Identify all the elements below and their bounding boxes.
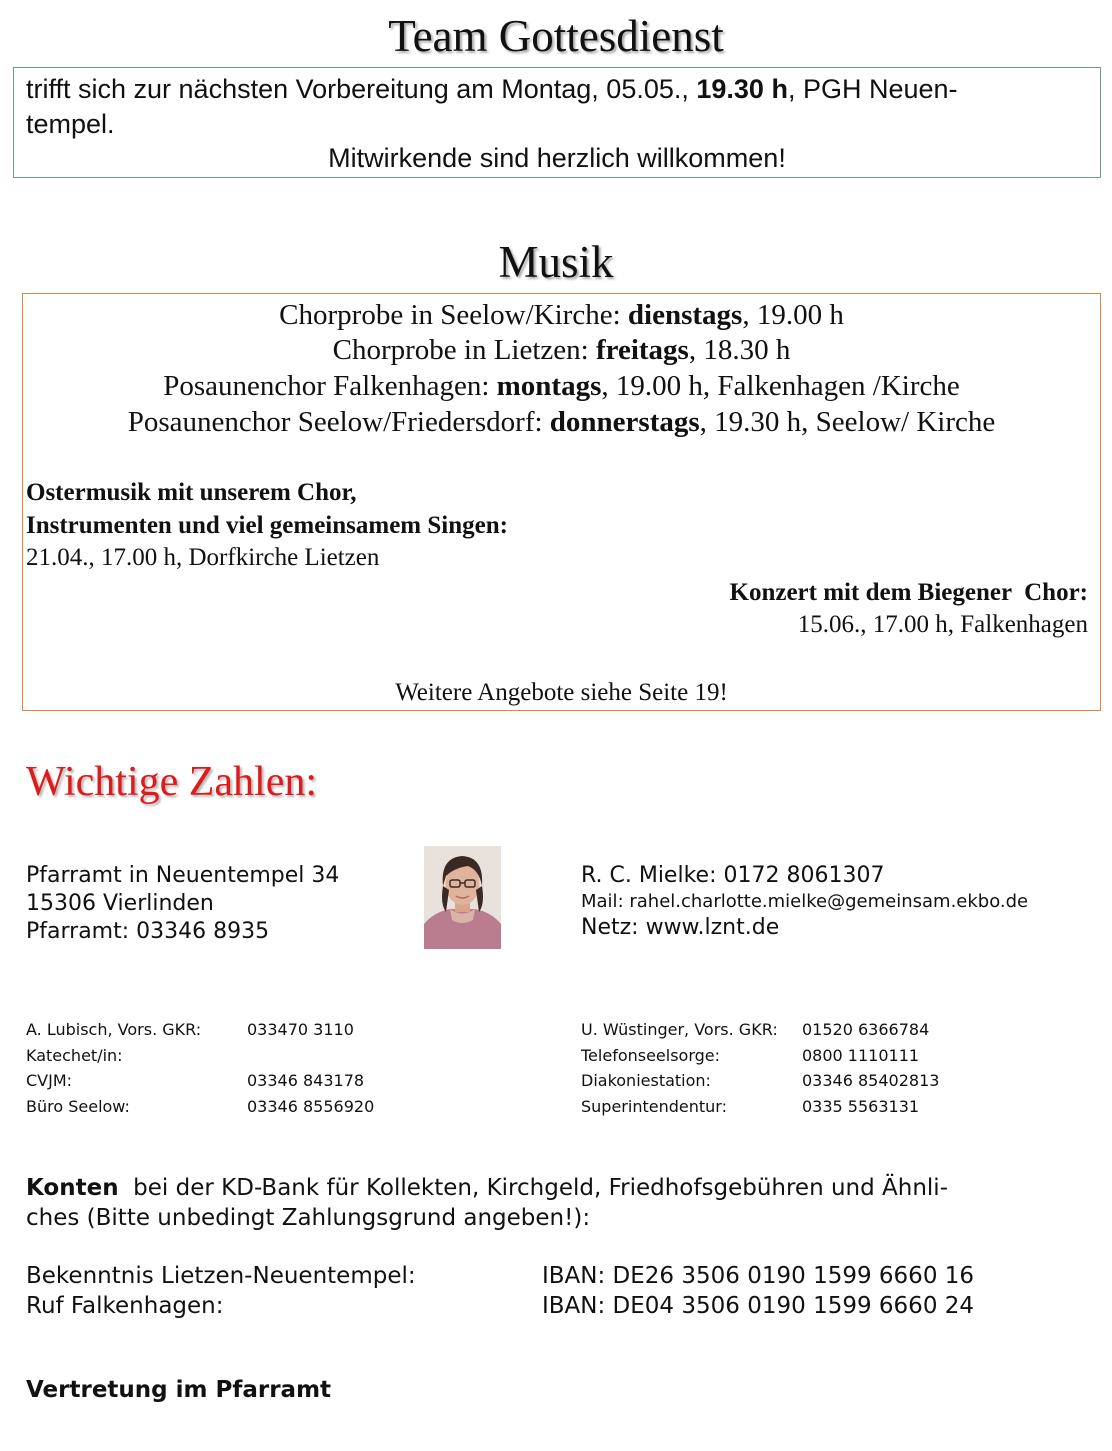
phone-number: 033470 3110	[247, 1020, 354, 1039]
phone-label: Telefonseelsorge:	[581, 1045, 721, 1065]
phone-number: 03346 85402813	[802, 1071, 940, 1090]
team-heading: Team Gottesdienst	[388, 11, 724, 61]
contact-block	[581, 862, 1028, 942]
ostermusik-date: 21.04., 17.00 h, Dorfkirche Lietzen	[26, 544, 380, 571]
phone-label: Diakoniestation:	[581, 1071, 711, 1090]
address-line: Pfarramt: 03346 8935	[26, 919, 270, 944]
weitere-angebote: Weitere Angebote siehe Seite 19!	[395, 679, 728, 706]
phone-label: Superintendentur:	[581, 1096, 727, 1116]
ostermusik-title-line1: Ostermusik mit unserem Chor,	[26, 479, 357, 506]
phone-label: Büro Seelow:	[26, 1096, 130, 1116]
phone-row	[581, 1046, 1081, 1072]
phones-left	[26, 1020, 546, 1122]
konten-line1: Konten bei der KD-Bank für Kollekten, Kirchgeld, Friedhofsgebühren und Ähnli-	[26, 1175, 948, 1201]
phone-number: 01520 6366784	[802, 1020, 930, 1039]
phone-row	[581, 1097, 1081, 1123]
zahlen-heading: Wichtige Zahlen:	[26, 759, 318, 805]
contact-phone: R. C. Mielke: 0172 8061307	[581, 863, 885, 888]
phone-row	[26, 1020, 546, 1046]
musik-heading: Musik	[498, 237, 614, 287]
account-iban: IBAN: DE04 3506 0190 1599 6660 24	[542, 1293, 975, 1319]
address-line: Pfarramt in Neuentempel 34	[26, 863, 340, 888]
schedule-line: Chorprobe in Lietzen: freitags, 18.30 h	[332, 334, 791, 366]
contact-web[interactable]: Netz: www.lznt.de	[581, 915, 780, 940]
address-block	[26, 862, 339, 946]
phone-row	[26, 1071, 546, 1097]
team-welcome: Mitwirkende sind herzlich willkommen!	[328, 143, 786, 173]
phone-label: Katechet/in:	[26, 1045, 123, 1065]
account-iban: IBAN: DE26 3506 0190 1599 6660 16	[542, 1263, 975, 1289]
phone-number: 03346 843178	[247, 1071, 365, 1090]
account-name: Ruf Falkenhagen:	[26, 1293, 224, 1319]
schedule-line: Chorprobe in Seelow/Kirche: dienstags, 19.00 h	[279, 299, 844, 331]
phone-row	[26, 1097, 546, 1123]
pastor-photo	[424, 846, 501, 949]
team-text-line2: tempel.	[26, 109, 115, 139]
konten-line2: ches (Bitte unbedingt Zahlungsgrund angeben!):	[26, 1205, 591, 1231]
address-line: 15306 Vierlinden	[26, 891, 214, 916]
phone-number: 0800 1110111	[802, 1045, 920, 1065]
phone-row	[581, 1071, 1081, 1097]
schedule-line: Posaunenchor Falkenhagen: montags, 19.00 h, Falkenhagen /Kirche	[163, 370, 960, 402]
konzert-title: Konzert mit dem Biegener Chor:	[729, 579, 1088, 606]
phone-label: A. Lubisch, Vors. GKR:	[26, 1020, 202, 1039]
ostermusik-title-line2: Instrumenten und viel gemeinsamem Singen:	[26, 512, 508, 539]
phone-label: CVJM:	[26, 1071, 73, 1090]
phone-number: 03346 8556920	[247, 1096, 375, 1116]
phone-number: 0335 5563131	[802, 1096, 920, 1116]
konzert-date: 15.06., 17.00 h, Falkenhagen	[797, 611, 1088, 638]
contact-mail[interactable]: Mail: rahel.charlotte.mielke@gemeinsam.ekbo.de	[581, 891, 1029, 912]
vertretung-heading: Vertretung im Pfarramt	[26, 1377, 332, 1403]
phones-right	[581, 1020, 1081, 1122]
phone-row	[26, 1046, 546, 1072]
phone-row	[581, 1020, 1081, 1046]
schedule-line: Posaunenchor Seelow/Friedersdorf: donnerstags, 19.30 h, Seelow/ Kirche	[127, 406, 996, 438]
account-name: Bekenntnis Lietzen-Neuentempel:	[26, 1263, 416, 1289]
phone-label: U. Wüstinger, Vors. GKR:	[581, 1020, 778, 1039]
team-text-line1: trifft sich zur nächsten Vorbereitung am Montag, 05.05., 19.30 h, PGH Neuen-	[26, 74, 958, 104]
